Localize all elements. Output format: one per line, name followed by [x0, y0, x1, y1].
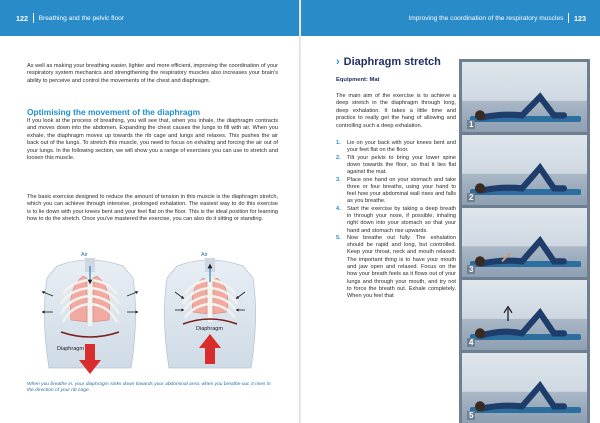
basic-exercise-paragraph: The basic exercise designed to reduce the amount of tension in this muscle is the diaphragm stretch, which you can achieve through intensive, prolonged exhalation. The easiest way to do this exercise is to lie down with your knees bent and your feet flat on the floor. This is the ideal position for learning how to do the stretch. Once you've mastered the exercise, you can also do it sitting or standing. [27, 194, 278, 223]
right-page-number: 123 [574, 13, 586, 23]
left-page-number: 122 [16, 13, 28, 23]
ribcage-diagram [27, 248, 277, 382]
air-label-right: Air [201, 252, 208, 258]
exercise-photo-3 [462, 208, 587, 278]
diaphragm-illustration [27, 248, 277, 382]
photo-number: 5 [469, 410, 474, 420]
step-text: Now breathe out fully. The exhalation should be rapid and long, but controlled. Keep your throat, neck and mouth relaxed. The important thing is to have your mouth and jaw open and relaxed. Focus on the how your breath feels as it flows out of your lungs and through your mouth, and try not to force the breath out. Exhale completely. When you feel that [347, 234, 456, 300]
photo-number: 3 [469, 265, 474, 275]
exercise-title-row [336, 56, 456, 68]
inhale-torso [43, 258, 137, 374]
exercise-photo-1 [462, 62, 587, 132]
list-item [336, 235, 456, 301]
right-running-head: Improving the coordination of the respiratory muscles [408, 14, 564, 22]
right-page [300, 0, 600, 423]
step-number: 4. [336, 205, 341, 212]
step-number: 1. [336, 140, 341, 147]
photo-number: 2 [469, 192, 474, 202]
exercise-steps [336, 140, 456, 301]
list-item [336, 206, 456, 235]
diaphragm-label-left: Diaphragm [57, 346, 84, 352]
list-item [336, 177, 456, 206]
section-heading: Optimising the movement of the diaphragm [27, 107, 201, 117]
step-number: 2. [336, 154, 341, 161]
up-arrow-icon [504, 307, 512, 321]
left-page-header [0, 0, 300, 36]
step-text: Lie on your back with your knees bent and your feet flat on the floor. [347, 140, 456, 154]
exercise-photo-2 [462, 135, 587, 205]
air-label-left: Air [81, 252, 88, 258]
exercise-title: Diaphragm stretch [343, 56, 441, 68]
intro-paragraph: As well as making your breathing easier, lighter and more efficient, improving the coordination of your respiratory system mechanics and strengthening the respiratory muscles also increases your brain's ability to perceive and control the movements of the chest and diaphragm. [27, 63, 278, 84]
up-arrow-icon [205, 346, 215, 364]
book-gutter [299, 0, 301, 423]
step-number: 3. [336, 176, 341, 183]
step-number: 5. [336, 234, 341, 241]
photo-number: 4 [469, 338, 474, 348]
list-item [336, 155, 456, 177]
exercise-photo-4 [462, 280, 587, 350]
left-running-head: Breathing and the pelvic floor [38, 14, 125, 22]
breathing-process-paragraph: If you look at the process of breathing, you will see that, when you inhale, the diaphragm contracts and moves down into the abdomen. Expanding the chest causes the lungs to fill with air. When you exhale, the diaphragm moves up towards the rib cage and lungs and relaxes. This pushes the air back out of the lungs. To stretch this muscle, you need to focus on exhaling and forcing the air out of your lungs. In the following section, we will show you a range of exercises you can use to stretch and loosen this muscle. [27, 118, 278, 162]
step-text: Tilt your pelvis to bring your lower spine down towards the floor, so that it lies flat against the mat. [347, 154, 456, 176]
exercise-photo-column [459, 59, 590, 423]
chevron-right-icon: › [336, 56, 340, 68]
header-separator [33, 13, 34, 23]
exercise-text-column [336, 56, 456, 301]
photo-number: 1 [469, 119, 474, 129]
step-text: Place one hand on your stomach and take three or four breaths, using your hand to feel how your abdominal wall rises and falls as you breathe. [347, 176, 456, 205]
equipment-line: Equipment: Mat [336, 77, 380, 83]
exercise-photo-5 [462, 353, 587, 423]
right-page-header [300, 0, 600, 36]
exhale-torso [164, 258, 255, 368]
step-text: Start the exercise by taking a deep breath in through your nose, if possible, inhaling right down into your stomach so that your hand and stomach rise upwards. [347, 205, 456, 234]
diaphragm-label-right: Diaphragm [196, 326, 223, 332]
exercise-aim-paragraph: The main aim of the exercise is to achieve a deep stretch in the diaphragm through long, deep exhalation. It takes a little time and practice to really get the hang of allowing and controlling such a deep exhalation. [336, 93, 456, 129]
header-separator [568, 13, 569, 23]
figure-caption: When you breathe in, your diaphragm sinks down towards your abdominal area; when you breathe out, it rises in the direction of your rib cage. [27, 382, 271, 394]
list-item [336, 140, 456, 155]
down-arrow-icon [85, 344, 95, 362]
